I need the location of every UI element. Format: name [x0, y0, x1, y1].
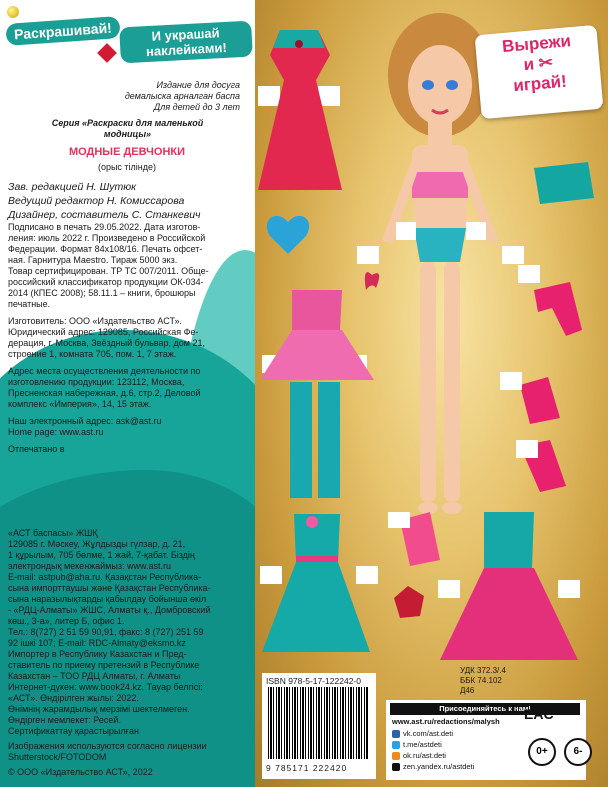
- outfit-pink-illustration: [260, 290, 374, 498]
- ok-icon: [392, 752, 400, 760]
- cut-and-play-badge: Вырежи и ✂ играй!: [475, 25, 604, 119]
- badge-color: Раскрашивай!: [5, 16, 120, 46]
- kz-imprint-block: «АСТ баспасы» ЖШҚ 129085 г. Мәскеу, Жұлдызды гүлзар, д. 21, 1 құрылым, 705 бөлме, 1 жай, 7-қабат. Біздің электрондық мекенжаймыз: www.ast.ru E-mail: astpub@aha.ru. Қазақстан Республика- сына импорттаушы және Қазақстан Республика- сына наразылықтарды қабылдау бойынша өкіл - «РДЦ-Алматы» ЖШС, Алматы қ., Домбровский көш., 3-а», литер Б, офис 1. Тел.: 8(727) 2 51 59 90,91, факс: 8 (727) 251 59 92 ішкі 107; E-mail: RDC-Almaty@eksmo.kz Импортер в Республику Казахстан и Пред- ставитель по приему претензий в Республике Казахстан – ТОО РДЦ Алматы, г. Алматы Интернет-дүкен: www.book24.kz. Тауар белгісі: «АСТ». Өндірілген жылы: 2022. Өнімнің жарамдылық мерзімі шектелмеген. Өндірген мемлекет: Ресей. Сертификаттау қарастырылған Изображения используются согласно лицензии Shutterstock/FOTODOM © ООО «Издательство АСТ», 2022: [8, 528, 211, 777]
- social-link-ok[interactable]: ok.ru/ast.deti: [392, 751, 446, 761]
- join-header: Присоединяйтесь к нам!: [390, 703, 580, 715]
- clutch-sticker: [534, 162, 594, 204]
- udk-block: УДК 372.3/.4 ББК 74.102 Д46: [460, 666, 506, 695]
- gem-sticker: [394, 586, 424, 618]
- shoe-sticker: [520, 377, 560, 424]
- site-link[interactable]: www.ast.ru/redactions/malysh: [392, 717, 500, 726]
- social-link-zen[interactable]: zen.yandex.ru/astdeti: [392, 762, 474, 772]
- imprint-block: Подписано в печать 29.05.2022. Дата изготов- ления: июль 2022 г. Произведено в Российской Федерации. Формат 84х108/16. Печать офсет- ная. Гарнитура Maestro. Тираж 5000 экз. Товар сертифицирован. ТР ТС 007/2011. Обще- российский классификатор продукции ОК-034- 2014 (КПЕС 2008); 58.11.1 – книги, брошюры печатные. Изготовитель: ООО «Издательство АСТ». Юридический адрес: 129085, Российская Фе- дерация, г. Москва, Звёздный бульвар, дом 21, строение 1, комната 705, пом. 1, 7 этаж. Адрес места осуществления деятельности по изготовлению продукции: 123112, Москва, Пресненская набережная, д.6, стр.2, Деловой комплекс «Империя», 14, 15 этаж. Наш электронный адрес: ask@ast.ru Home page: www.ast.ru Отпечатано в: [8, 222, 209, 454]
- dress-tealpink-illustration: [438, 512, 580, 660]
- dress-teal-illustration: [260, 514, 378, 652]
- book-title: МОДНЫЕ ДЕВЧОНКИ: [68, 146, 186, 158]
- edition-block: Издание для досуга демалыска арналган баспа Для детей до 3 лет: [124, 80, 240, 112]
- scissors-icon: ✂: [537, 52, 554, 73]
- social-link-vk[interactable]: vk.com/ast.deti: [392, 729, 453, 739]
- isbn-text: ISBN 978-5-17-122242-0: [266, 676, 361, 686]
- series-block: Серия «Раскраски для маленькой модницы»: [51, 118, 204, 139]
- badge-stickers: И украшай наклейками!: [119, 21, 253, 64]
- age-rating-badge: 0+: [528, 738, 556, 766]
- zen-icon: [392, 763, 400, 771]
- subtitle: (орыс тілінде): [97, 162, 157, 172]
- heart-sticker: [267, 216, 309, 254]
- vk-icon: [392, 730, 400, 738]
- barcode: [268, 687, 368, 759]
- dress-red-illustration: [258, 30, 342, 190]
- social-link-telegram[interactable]: t.me/astdeti: [392, 740, 442, 750]
- barcode-digits: 9 785171 222420: [266, 763, 348, 773]
- shoe-sticker: [534, 282, 582, 336]
- editors-block: Зав. редакцией Н. Шутюк Ведущий редактор Н. Комиссарова Дизайнер, составитель С. Станкевич: [8, 181, 201, 221]
- eac-mark: EAC: [524, 706, 554, 722]
- isbn-barcode-box: [262, 673, 376, 779]
- butterfly-sticker: [365, 272, 379, 290]
- telegram-icon: [392, 741, 400, 749]
- age-rating-badge-2: 6-: [564, 738, 592, 766]
